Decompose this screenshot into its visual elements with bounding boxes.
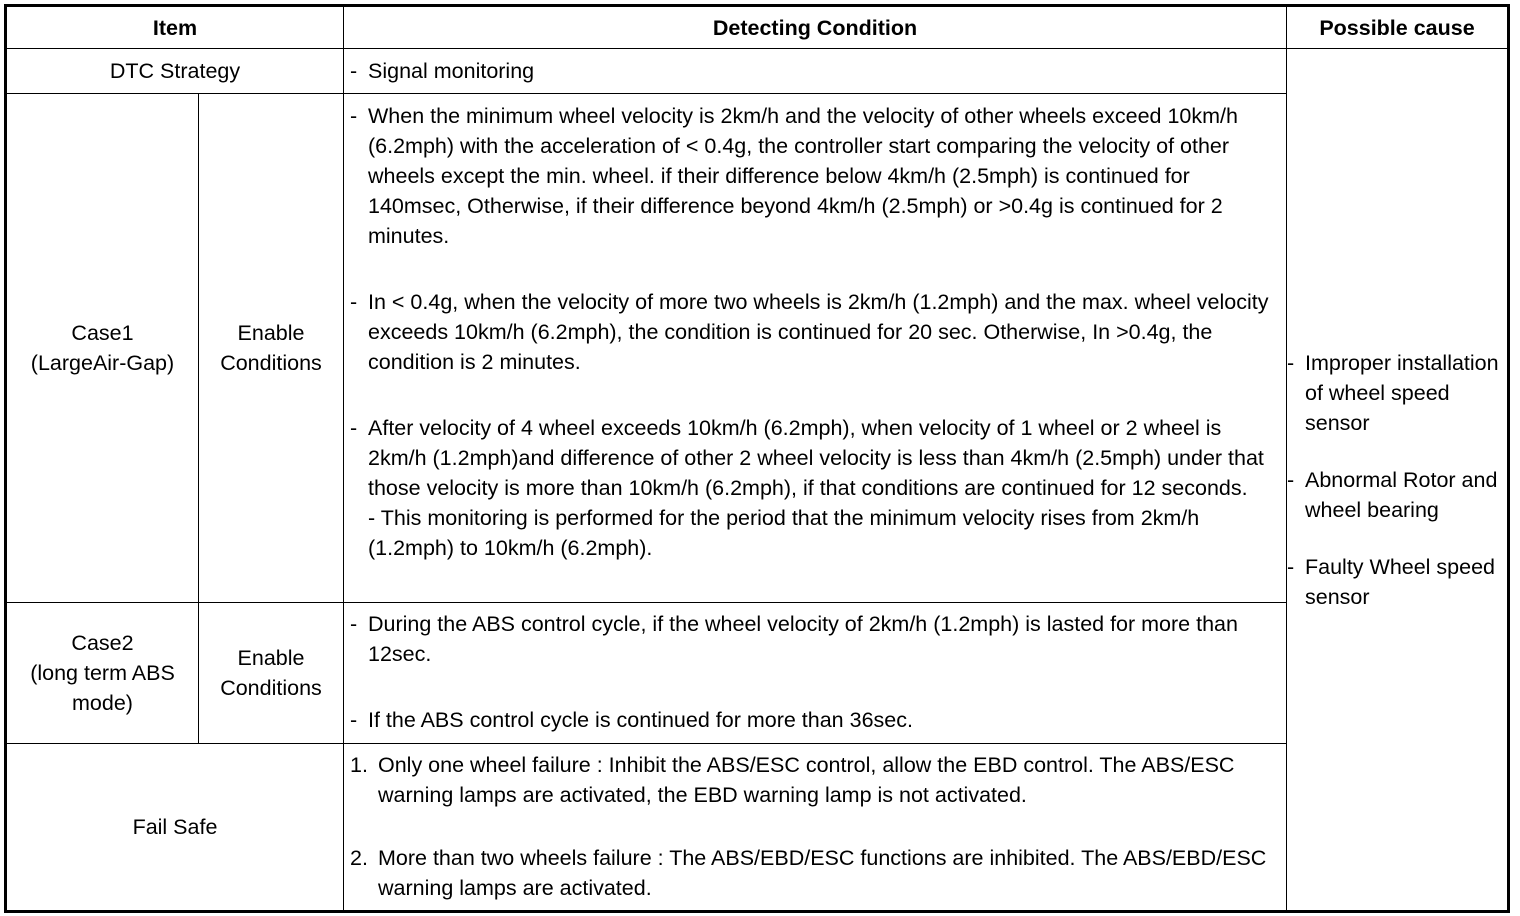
case1-label-line2: (LargeAir-Gap) [30,351,175,375]
case1-condition-3: After velocity of 4 wheel exceeds 10km/h (6.2mph), when velocity of 1 wheel or 2 wheel is 2km/h (1.2mph)and difference of other 2 wheel velocity is less than 4km/h (2.5mph) under that those velocity is more than 10km/h (6.2mph), if that conditions are continued for 12 seconds. [368,416,1264,500]
case1-note: - This monitoring is performed for the period that the minimum velocity rises from 2km/h (1.2mph) to 10km/h (6.2mph). [368,506,1200,560]
possible-cause-cell [1287,49,1508,911]
bullet-mark: - [350,59,358,83]
case2-label-line1: Case2 [71,631,134,655]
case2-sub-label-line1: Enable [237,646,305,670]
case1-label-line1: Case1 [71,321,134,345]
bullet-mark: - [350,708,358,732]
case2-label-line3: mode) [72,691,133,715]
bullet-mark: - [350,104,358,128]
fail-safe-num-1: 1. [350,753,368,777]
case1-sub-label-line2: Conditions [220,351,322,375]
case1-row [7,94,1508,603]
fail-safe-cell [344,744,1287,911]
bullet-mark: - [350,290,358,314]
header-row [7,7,1508,49]
possible-cause-2: Abnormal Rotor and wheel bearing [1305,467,1498,522]
dtc-table [6,6,1508,911]
bullet-mark: - [1287,467,1295,492]
possible-cause-3: Faulty Wheel speed sensor [1305,554,1496,609]
header-possible-cause: Possible cause [1287,7,1508,49]
dtc-strategy-label: DTC Strategy [7,49,344,94]
case1-enable-conditions-label [199,94,344,603]
case1-label [7,94,199,603]
case2-row [7,603,1508,744]
header-detecting-condition: Detecting Condition [344,7,1287,49]
case1-conditions-cell [344,94,1287,603]
case2-enable-conditions-label [199,603,344,744]
fail-safe-row [7,744,1508,911]
fail-safe-num-2: 2. [350,846,368,870]
case2-sub-label-line2: Conditions [220,676,322,700]
bullet-mark: - [1287,554,1295,579]
dtc-strategy-condition-cell [344,49,1287,94]
case2-label-line2: (long term ABS [30,661,175,685]
bullet-mark: - [1287,350,1295,375]
case1-condition-1: When the minimum wheel velocity is 2km/h and the velocity of other wheels exceed 10km/h (6.2mph) with the acceleration of < 0.4g, the controller start comparing the velocity of other wheels except the min. wheel. if their difference below 4km/h (2.5mph) is continued for 140msec, Otherwise, if their difference beyond 4km/h (2.5mph) or >0.4g is continued for 2 minutes. [368,104,1238,248]
header-item: Item [7,7,344,49]
case2-condition-1: During the ABS control cycle, if the wheel velocity of 2km/h (1.2mph) is lasted for more than 12sec. [368,612,1238,666]
bullet-mark: - [350,416,358,440]
case1-condition-2: In < 0.4g, when the velocity of more two wheels is 2km/h (1.2mph) and the max. wheel velocity exceeds 10km/h (6.2mph), the condition is continued for 20 sec. Otherwise, In >0.4g, the condition is 2 minutes. [368,290,1269,374]
bullet-mark: - [350,612,358,636]
fail-safe-item-1: Only one wheel failure : Inhibit the ABS/ESC control, allow the EBD control. The ABS/ESC warning lamps are activated, the EBD warning lamp is not activated. [378,753,1235,807]
fail-safe-label: Fail Safe [7,744,344,911]
dtc-strategy-condition: Signal monitoring [368,59,535,83]
case2-condition-2: If the ABS control cycle is continued for more than 36sec. [368,708,913,732]
possible-cause-1: Improper installation of wheel speed sensor [1305,350,1499,435]
case1-sub-label-line1: Enable [237,321,305,345]
fail-safe-item-2: More than two wheels failure : The ABS/EBD/ESC functions are inhibited. The ABS/EBD/ESC warning lamps are activated. [378,846,1267,900]
case2-conditions-cell [344,603,1287,744]
case2-label [7,603,199,744]
dtc-strategy-row [7,49,1508,94]
